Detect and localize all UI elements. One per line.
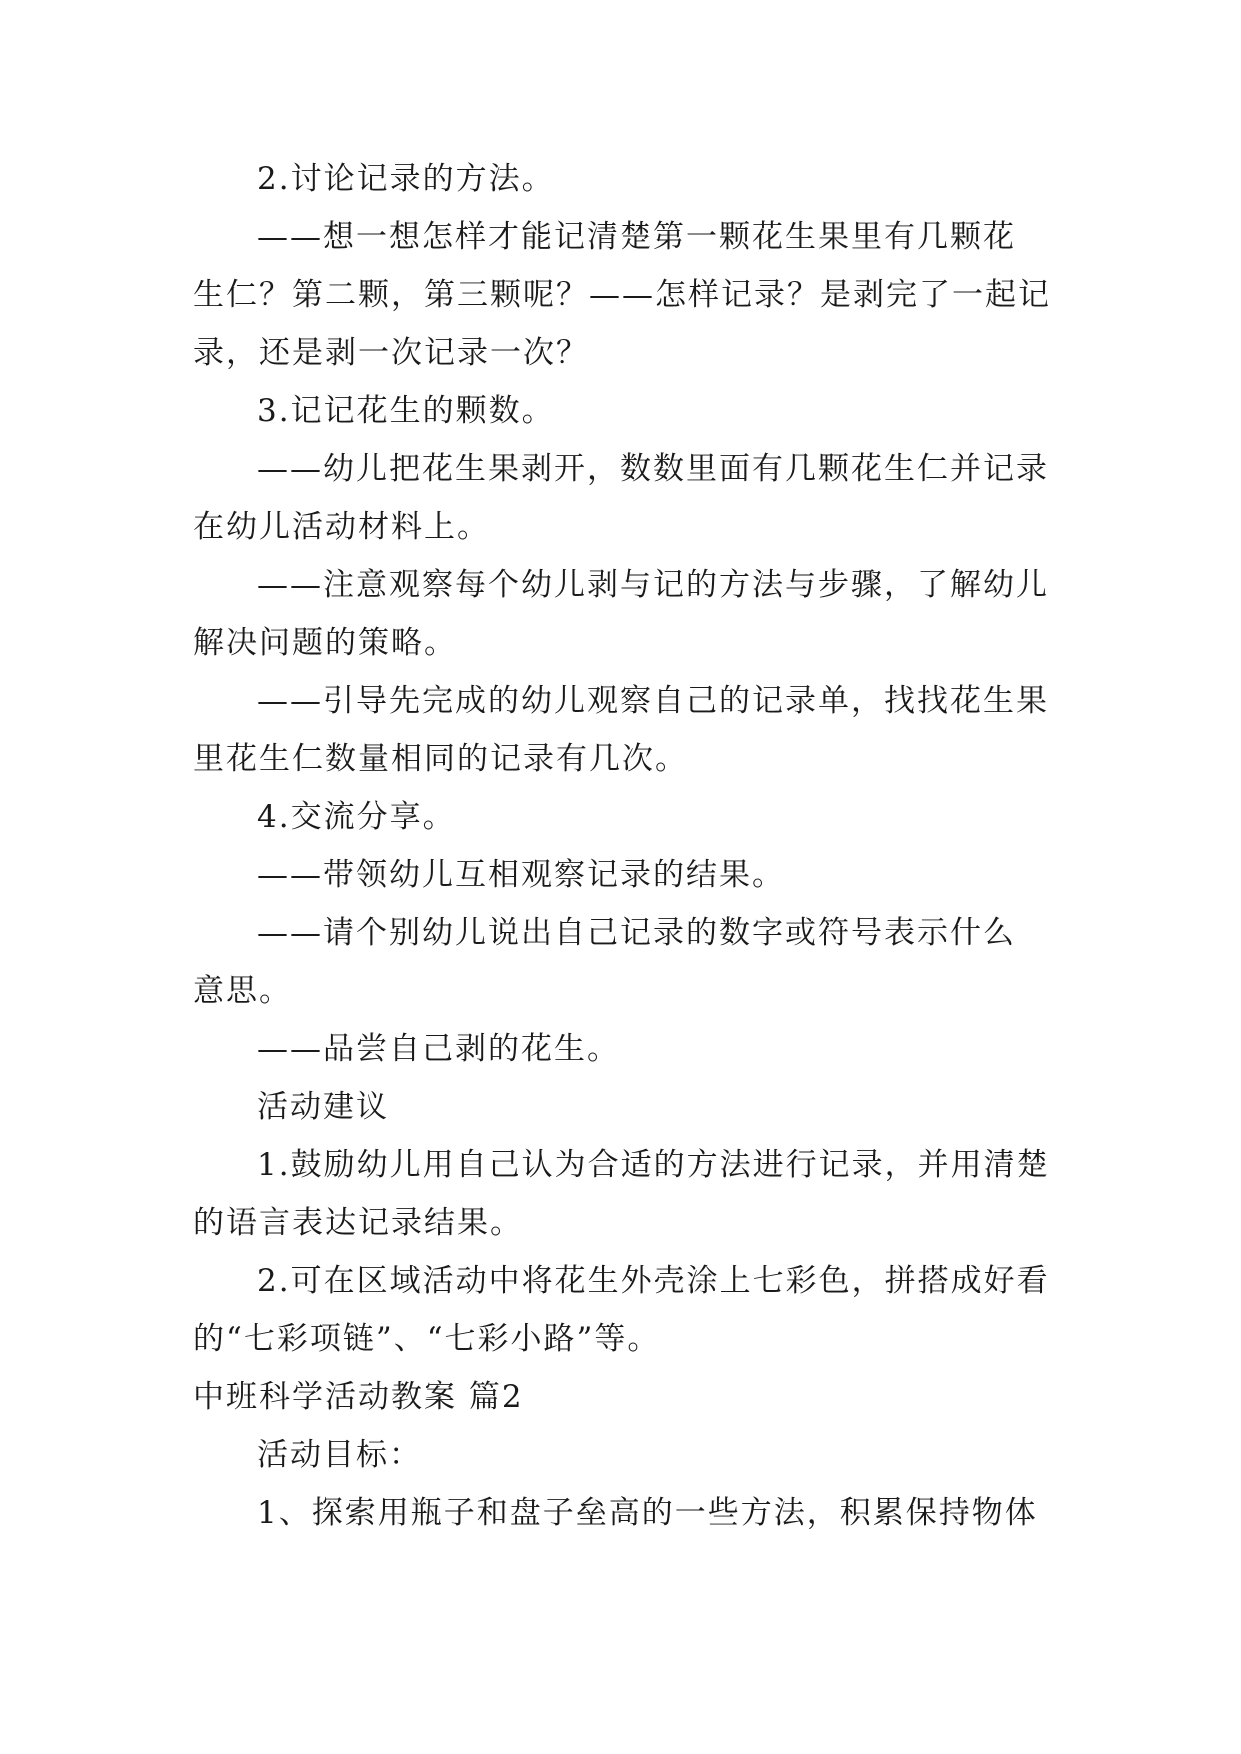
text-line: ——引导先完成的幼儿观察自己的记录单，找找花生果 — [257, 683, 1049, 719]
text-line: ——想一想怎样才能记清楚第一颗花生果里有几颗花 — [257, 219, 1016, 255]
section-heading: 活动目标： — [257, 1437, 422, 1473]
text-line: 的“七彩项链”、“七彩小路”等。 — [193, 1321, 661, 1357]
text-line: 录，还是剥一次记录一次？ — [193, 335, 589, 371]
section-heading: 活动建议 — [257, 1089, 389, 1125]
text-line: 在幼儿活动材料上。 — [193, 509, 490, 545]
text-line: ——品尝自己剥的花生。 — [257, 1031, 620, 1067]
text-line: 里花生仁数量相同的记录有几次。 — [193, 741, 688, 777]
text-line: 解决问题的策略。 — [193, 625, 457, 661]
text-line: 2.讨论记录的方法。 — [257, 161, 555, 197]
text-line: ——带领幼儿互相观察记录的结果。 — [257, 857, 785, 893]
text-line: 4.交流分享。 — [257, 799, 456, 835]
text-line: 的语言表达记录结果。 — [193, 1205, 523, 1241]
document-body — [193, 150, 1053, 1542]
text-line: 3.记记花生的颗数。 — [257, 393, 555, 429]
text-line: 2.可在区域活动中将花生外壳涂上七彩色，拼搭成好看 — [257, 1263, 1050, 1299]
text-line: 生仁？第二颗，第三颗呢？——怎样记录？是剥完了一起记 — [193, 277, 1051, 313]
text-line: 1.鼓励幼儿用自己认为合适的方法进行记录，并用清楚 — [257, 1147, 1050, 1183]
text-line: ——请个别幼儿说出自己记录的数字或符号表示什么 — [257, 915, 1016, 951]
text-line: ——注意观察每个幼儿剥与记的方法与步骤，了解幼儿 — [257, 567, 1049, 603]
text-line: 意思。 — [193, 973, 292, 1009]
text-line: ——幼儿把花生果剥开，数数里面有几颗花生仁并记录 — [257, 451, 1049, 487]
section-title: 中班科学活动教案 篇2 — [193, 1379, 524, 1415]
text-line: 1、探索用瓶子和盘子垒高的一些方法，积累保持物体 — [257, 1495, 1038, 1531]
